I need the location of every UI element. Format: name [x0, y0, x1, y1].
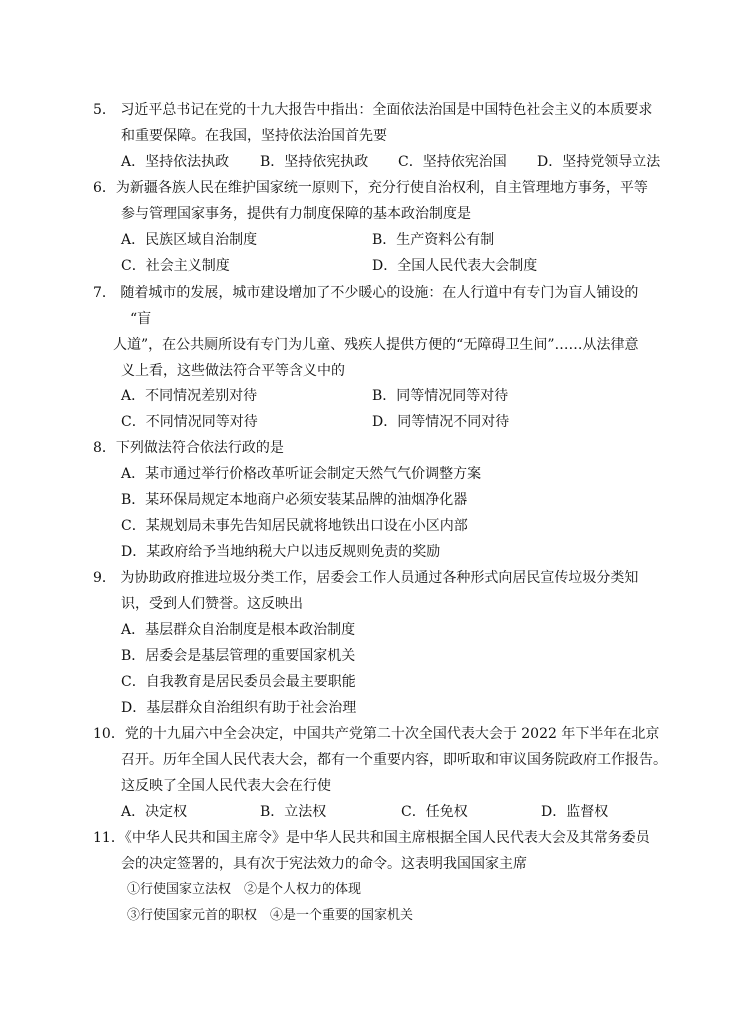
question-10-stem-line-2: 召开。历年全国人民代表大会，都有一个重要内容，即听取和审议国务院政府工作报告。	[121, 752, 667, 768]
question-5-stem-line-1: 5． 习近平总书记在党的十九大报告中指出：全面依法治国是中国特色社会主义的本质要求	[93, 102, 653, 118]
question-10-option-c: C．任免权	[401, 804, 468, 820]
question-7-stem-line-1: 7． 随着城市的发展，城市建设增加了不少暖心的设施：在人行道中有专门为盲人铺设的	[93, 285, 639, 301]
question-6-option-a: A．民族区域自治制度	[121, 232, 258, 248]
question-5-option-c: C．坚持依宪治国	[398, 154, 507, 170]
question-5-option-d: D．坚持党领导立法	[537, 154, 661, 170]
question-5-option-a: A．坚持依法执政	[121, 154, 230, 170]
question-7-option-b: B．同等情况同等对待	[372, 388, 509, 404]
question-6-option-d: D．全国人民代表大会制度	[372, 258, 538, 274]
question-10-stem-line-1: 10．党的十九届六中全会决定，中国共产党第二十次全国代表大会于 2022 年下半年在北京	[93, 726, 660, 742]
question-9-option-d: D．基层群众自治组织有助于社会治理	[121, 700, 357, 716]
question-8-option-c: C．某规划局未事先告知居民就将地铁出口设在小区内部	[121, 518, 468, 534]
question-6-option-c: C．社会主义制度	[121, 258, 230, 274]
question-7-stem-line-4: 义上看，这些做法符合平等含义中的	[121, 363, 345, 379]
question-6-stem-line-1: 6．为新疆各族人民在维护国家统一原则下，充分行使自治权利，自主管理地方事务，平等	[93, 180, 648, 196]
question-10-stem-line-3: 这反映了全国人民代表大会在行使	[121, 778, 331, 794]
question-11-stem-line-2: 会的决定签署的，具有次于宪法效力的命令。这表明我国国家主席	[121, 856, 527, 872]
question-7-stem-line-2: “盲	[130, 311, 152, 327]
question-11-statements-3-4: ③行使国家元首的职权 ④是一个重要的国家机关	[127, 908, 414, 923]
question-10-option-d: D．监督权	[541, 804, 609, 820]
question-5-stem-line-2: 和重要保障。在我国，坚持依法治国首先要	[121, 128, 387, 144]
question-10-option-a: A．决定权	[121, 804, 188, 820]
question-11-statements-1-2: ①行使国家立法权 ②是个人权力的体现	[127, 882, 362, 897]
question-9-option-a: A．基层群众自治制度是根本政治制度	[121, 622, 356, 638]
question-7-option-c: C．不同情况同等对待	[121, 414, 258, 430]
question-7-option-d: D．同等情况不同对待	[372, 414, 510, 430]
question-7-stem-line-3: 人道”，在公共厕所设有专门为儿童、残疾人提供方便的“无障碍卫生间”……从法律意	[113, 337, 639, 353]
question-9-option-b: B．居委会是基层管理的重要国家机关	[121, 648, 356, 664]
question-9-stem-line-2: 识，受到人们赞誉。这反映出	[121, 596, 303, 612]
question-9-stem-line-1: 9． 为协助政府推进垃圾分类工作，居委会工作人员通过各种形式向居民宣传垃圾分类知	[93, 570, 639, 586]
question-8-option-b: B．某环保局规定本地商户必须安装某品牌的油烟净化器	[121, 492, 468, 508]
question-9-option-c: C．自我教育是居民委员会最主要职能	[121, 674, 356, 690]
question-7-option-a: A．不同情况差别对待	[121, 388, 258, 404]
question-8-option-d: D．某政府给予当地纳税大户以违反规则免责的奖励	[121, 544, 441, 560]
question-5-option-b: B．坚持依宪执政	[260, 154, 369, 170]
question-10-option-b: B．立法权	[260, 804, 327, 820]
question-6-option-b: B．生产资料公有制	[372, 232, 495, 248]
question-11-stem-line-1: 11．《中华人民共和国主席令》是中华人民共和国主席根据全国人民代表大会及其常务委员	[93, 830, 650, 846]
question-8-option-a: A．某市通过举行价格改革听证会制定天然气气价调整方案	[121, 466, 482, 482]
question-6-stem-line-2: 参与管理国家事务，提供有力制度保障的基本政治制度是	[121, 206, 471, 222]
question-8-stem-line-1: 8．下列做法符合依法行政的是	[93, 440, 284, 456]
